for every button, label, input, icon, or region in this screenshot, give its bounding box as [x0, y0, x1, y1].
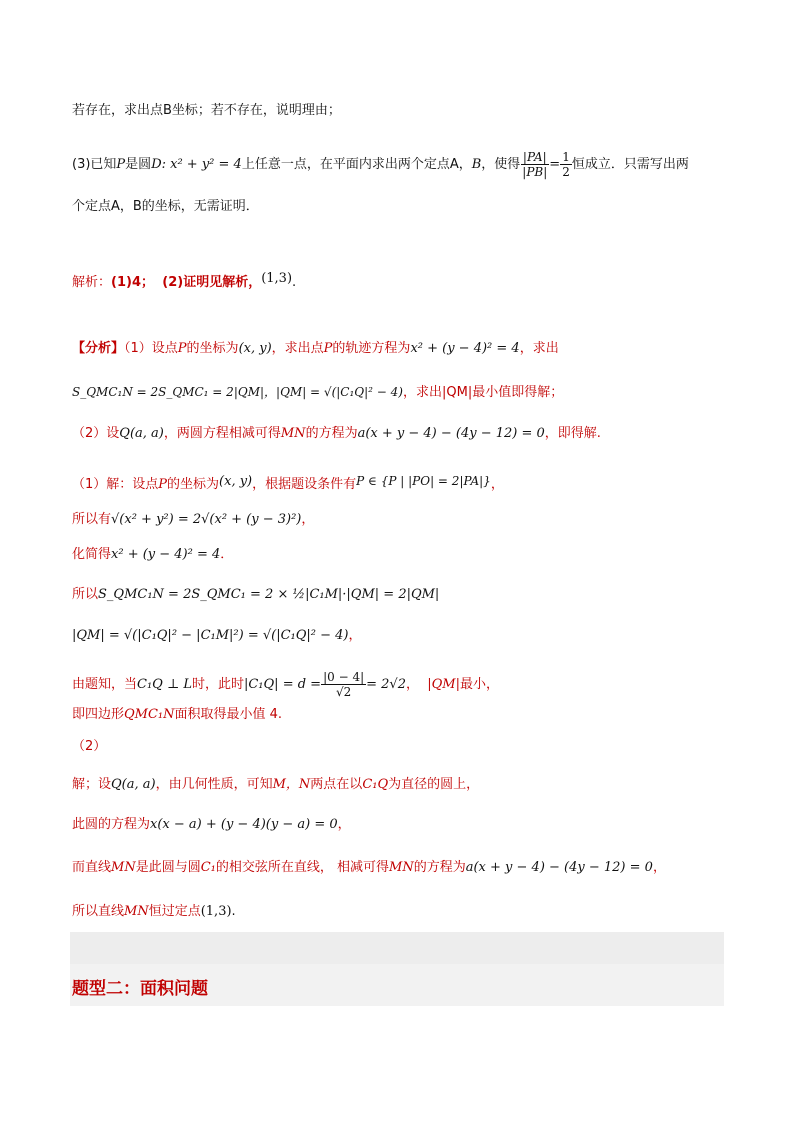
- sol1-l1-d: ，: [490, 477, 504, 492]
- analysis-line-1: [72, 340, 559, 358]
- sol2-l4-a: 所以直线: [72, 904, 125, 919]
- sol1-l6-eq-a: |C₁Q| = d =: [243, 677, 322, 692]
- sol1-l1-xy: (x, y): [219, 474, 253, 489]
- sol2-l1-cq: C₁Q: [362, 777, 389, 792]
- solution1-line-3: [72, 546, 233, 564]
- sol2-l1-mn: M，N: [272, 777, 311, 792]
- q3-equals: =: [549, 157, 561, 172]
- sol1-l4-a: 所以: [72, 587, 99, 602]
- summary-point: (1,3): [261, 271, 293, 286]
- analysis-l3-a: （2）设: [72, 426, 120, 441]
- sol2-l3-a: 而直线: [72, 860, 112, 875]
- sol1-l3-equation: x² + (y − 4)² = 4: [111, 547, 221, 562]
- sol2-l1-b: ，由几何性质，可知: [155, 777, 273, 792]
- q3-mid1: 是圆: [125, 157, 152, 172]
- analysis-l1-b: 的坐标为: [186, 341, 239, 356]
- sol1-l6-qm: |QM|: [427, 677, 460, 692]
- sol1-l1-p: P: [158, 477, 168, 492]
- summary-part1: (1)4；: [111, 275, 154, 290]
- analysis-l3-q: Q(a, a): [119, 426, 164, 441]
- analysis-tag: 【分析】: [72, 341, 125, 356]
- sol1-l2-equation: √(x² + y²) = 2√(x² + (y − 3)²): [111, 512, 302, 527]
- sol1-l1-c: ，根据题设条件有: [252, 477, 357, 492]
- analysis-l1-xy: (x, y): [238, 341, 272, 356]
- answer-summary: [72, 270, 296, 292]
- q3-ratio-fraction: $\frac{|PA|}{|PB|}$: [522, 150, 548, 179]
- section-separator-band: [70, 932, 724, 964]
- sol2-l2-equation: x(x − a) + (y − 4)(y − a) = 0: [150, 817, 338, 832]
- analysis-l2-equation: S_QMC₁N = 2S_QMC₁ = 2|QM|，|QM| = √(|C₁Q|² − 4): [72, 385, 403, 399]
- sol1-l7-b: 面积取得最小值 4.: [174, 707, 283, 722]
- sol2-l4-point: (1,3): [200, 904, 232, 919]
- q3-lead: (3)已知: [72, 157, 117, 172]
- q3-point-b: B: [471, 157, 482, 172]
- section-heading: 题型二：面积问题: [72, 979, 208, 999]
- summary-label: 解析：: [72, 275, 112, 290]
- solution2-line-1: [72, 776, 479, 794]
- summary-part2: (2)证明见解析，: [162, 275, 262, 290]
- solution1-line-6: [72, 670, 499, 699]
- sol1-l2-b: ，: [301, 512, 315, 527]
- sol2-l3-c1: C₁: [200, 860, 216, 875]
- analysis-l3-c: 的方程为: [305, 426, 358, 441]
- sol2-l2-b: ，: [337, 817, 351, 832]
- solution1-line-1: [72, 472, 504, 494]
- solution1-line-4: [72, 586, 439, 604]
- sol2-l3-e: ，: [652, 860, 666, 875]
- sol2-l2-a: 此圆的方程为: [72, 817, 151, 832]
- question-3-line-1: [72, 150, 689, 179]
- sol2-l4-mn: MN: [124, 904, 149, 919]
- sol2-l3-equation: a(x + y − 4) − (4y − 12) = 0: [465, 860, 653, 875]
- q3-mid2: 上任意一点，在平面内求出两个定点A，: [241, 157, 472, 172]
- solution2-label: （2）: [72, 739, 107, 754]
- analysis-l3-b: ，两圆方程相减可得: [163, 426, 281, 441]
- q3-point-p: P: [116, 157, 126, 172]
- question-3-line-2: 个定点A，B的坐标，无需证明．: [72, 199, 259, 214]
- sol1-l1-b: 的坐标为: [167, 477, 220, 492]
- sol1-l6-fraction: $\frac{|0 - 4|}{√2}$: [323, 670, 365, 699]
- sol2-l1-d: 为直径的圆上，: [388, 777, 480, 792]
- sol2-l3-mn2: MN: [389, 860, 414, 875]
- solution1-line-2: [72, 511, 314, 529]
- sol1-l6-d: 最小，: [460, 677, 500, 692]
- sol1-l6-b: 时，此时: [191, 677, 244, 692]
- q3-tail: 恒成立．只需写出两: [571, 157, 689, 172]
- solution2-line-3: [72, 859, 666, 877]
- sol1-l3-b: ．: [220, 547, 234, 562]
- sol1-l7-q: QMC₁N: [124, 707, 175, 722]
- analysis-l1-p: P: [177, 341, 187, 356]
- sol2-l3-d: 的方程为: [413, 860, 466, 875]
- analysis-line-3: [72, 425, 601, 443]
- sol1-l6-cond: C₁Q ⊥ L: [137, 677, 192, 692]
- analysis-line-2: [72, 383, 563, 402]
- analysis-l2-a: ，求出|QM|最小值即得解；: [402, 385, 564, 400]
- sol2-l3-c: 的相交弦所在直线， 相减可得: [215, 860, 390, 875]
- sol1-l1-a: （1）解：设点: [72, 477, 159, 492]
- sol1-l5-equation: |QM| = √(|C₁Q|² − |C₁M|²) = √(|C₁Q|² − 4): [72, 628, 349, 643]
- q3-mid3: ，使得: [481, 157, 521, 172]
- sol1-l6-c: ，: [405, 677, 419, 692]
- sol2-l3-b: 是此圆与圆: [135, 860, 201, 875]
- question-2-tail: 若存在，求出点B坐标；若不存在，说明理由；: [72, 103, 341, 118]
- q3-circle-equation: D: x² + y² = 4: [151, 157, 242, 172]
- sol1-l7-a: 即四边形: [72, 707, 125, 722]
- analysis-l1-c: ，求出点: [271, 341, 324, 356]
- analysis-l1-d: 的轨迹方程为: [332, 341, 411, 356]
- analysis-l3-d: ，即得解.: [544, 426, 601, 441]
- summary-end: .: [292, 275, 297, 290]
- sol2-l4-b: 恒过定点: [148, 904, 201, 919]
- analysis-l1-p2: P: [323, 341, 333, 356]
- analysis-l1-e: ，求出: [519, 341, 559, 356]
- sol1-l4-equation: S_QMC₁N = 2S_QMC₁ = 2 × ½|C₁M|·|QM| = 2|QM|: [98, 587, 440, 602]
- analysis-l3-mn: MN: [280, 426, 306, 441]
- sol2-l4-c: .: [231, 904, 236, 919]
- sol2-l1-a: 解；设: [72, 777, 112, 792]
- analysis-l1-a: （1）设点: [124, 341, 178, 356]
- sol1-l6-a: 由题知，当: [72, 677, 138, 692]
- solution1-line-7: [72, 706, 282, 724]
- q3-half-fraction: $\frac{1}{2}$: [562, 150, 570, 179]
- analysis-l1-equation: x² + (y − 4)² = 4: [410, 341, 520, 356]
- sol1-l5-b: ，: [348, 628, 362, 643]
- solution1-line-5: [72, 627, 362, 645]
- sol2-l3-mn: MN: [111, 860, 136, 875]
- sol2-l1-q: Q(a, a): [111, 777, 156, 792]
- solution2-line-4: [72, 903, 236, 921]
- sol1-l1-set: P ∈ {P | |PO| = 2|PA|}: [356, 474, 491, 488]
- analysis-l3-equation: a(x + y − 4) − (4y − 12) = 0: [357, 426, 545, 441]
- sol1-l2-a: 所以有: [72, 512, 112, 527]
- sol2-l1-c: 两点在以: [310, 777, 363, 792]
- solution2-line-2: [72, 816, 351, 834]
- sol1-l6-eq-b: = 2√2: [366, 677, 406, 692]
- sol1-l3-a: 化简得: [72, 547, 112, 562]
